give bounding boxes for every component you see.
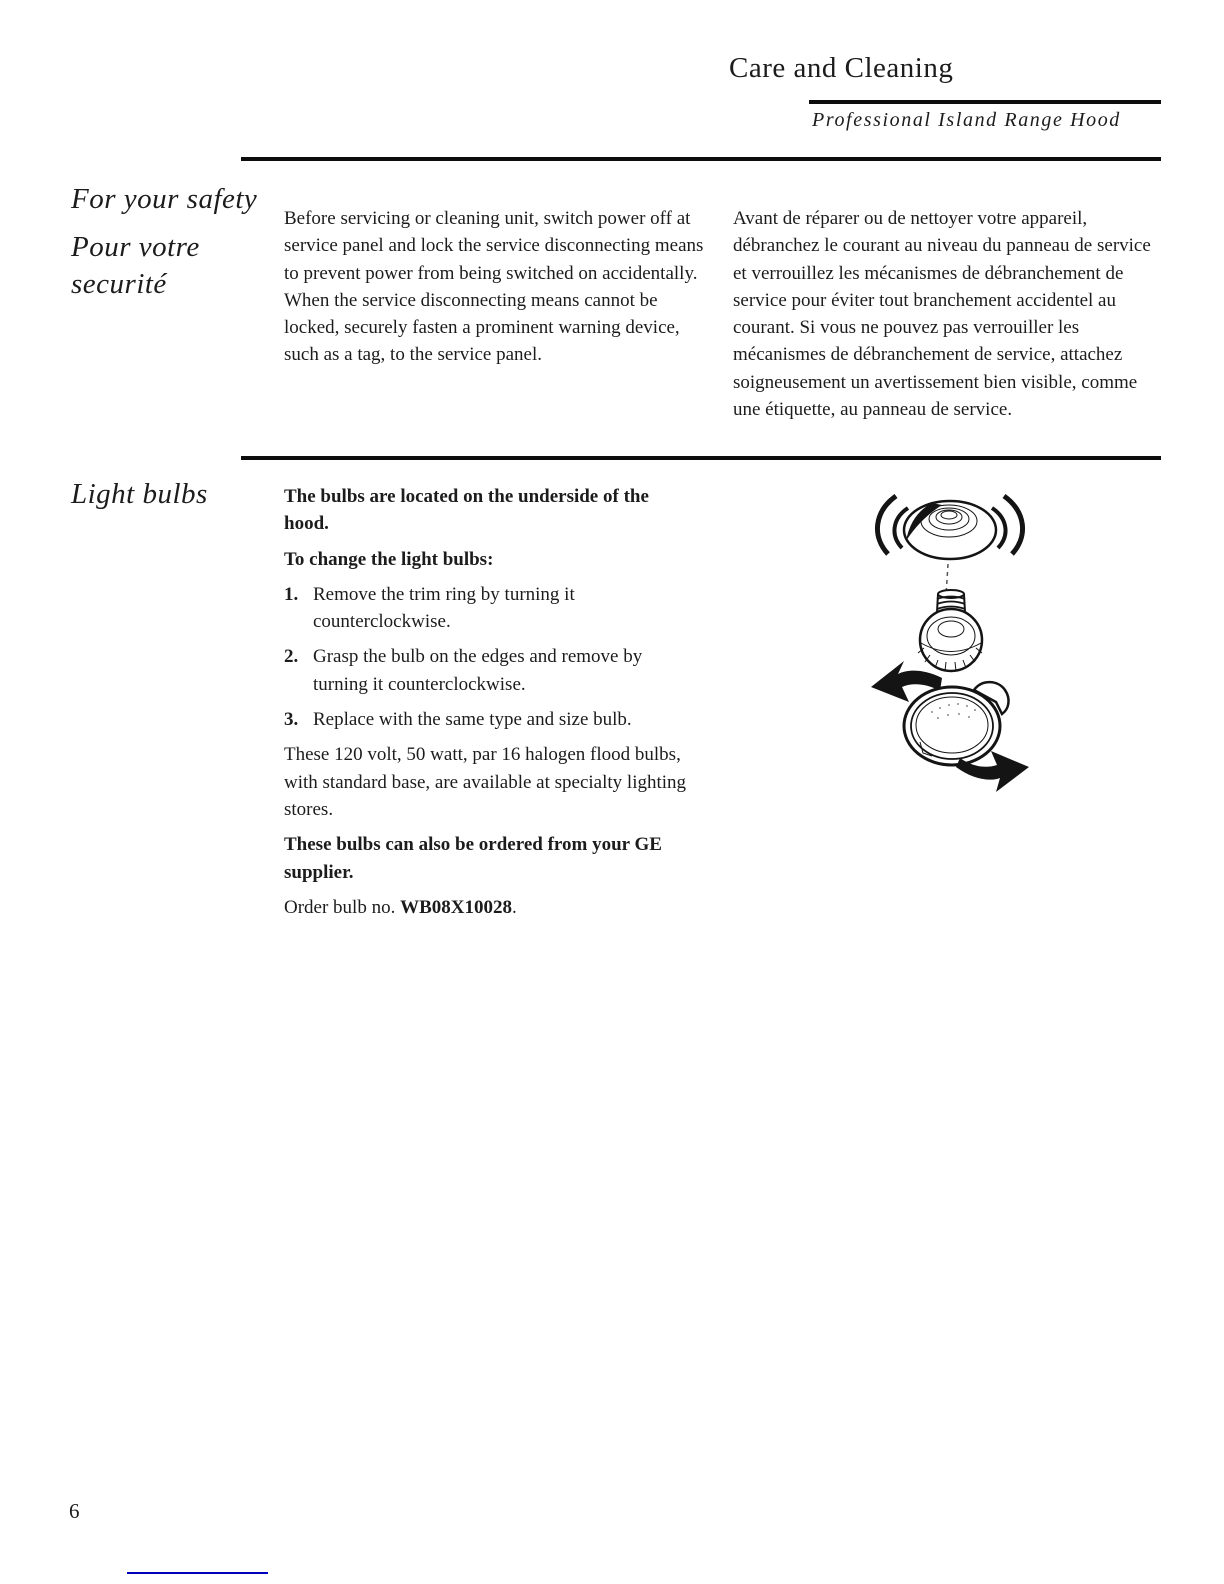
page-number: 6 xyxy=(69,1499,80,1523)
title-rule xyxy=(809,100,1161,104)
halogen-bulb-illustration xyxy=(918,590,982,671)
safety-heading-french xyxy=(71,229,200,303)
product-subtitle: Professional Island Range Hood xyxy=(812,109,1121,131)
safety-heading-french-line2: securité xyxy=(71,268,167,300)
bulbs-location-text: The bulbs are located on the underside of the hood. xyxy=(284,486,649,535)
step-number: 3. xyxy=(284,709,299,731)
order-number-value: WB08X10028 xyxy=(400,896,512,918)
safety-paragraph-french: Avant de réparer ou de nettoyer votre appareil, débranchez le courant au niveau du panneau de service et verrouillez les mécanismes de débranchement de service pour éviter tout branchement accidentel au courant. Si vous ne pouvez pas verrouiller les mécanismes de débranchement de service, attachez soigneusement un avertissement bien visible, comme une étiquette, au panneau de service. xyxy=(733,208,1151,421)
light-bulbs-heading: Light bulbs xyxy=(71,478,208,510)
ge-supplier-text: These bulbs can also be ordered from your GE supplier. xyxy=(284,834,662,883)
safety-heading-english: For your safety xyxy=(71,183,258,215)
step-number: 2. xyxy=(284,646,299,668)
section-divider-middle xyxy=(241,456,1161,460)
step-text: Grasp the bulb on the edges and remove by turning it counterclockwise. xyxy=(313,646,643,695)
order-number-suffix: . xyxy=(512,896,517,918)
step-text: Remove the trim ring by turning it counterclockwise. xyxy=(313,583,575,633)
safety-heading-french-line1: Pour votre xyxy=(71,231,200,263)
list-item xyxy=(284,643,698,698)
page-title: Care and Cleaning xyxy=(729,52,954,84)
step-number: 1. xyxy=(284,583,299,605)
order-number-prefix: Order bulb no. xyxy=(284,896,401,918)
trim-ring-illustration xyxy=(871,661,1029,792)
hood-socket-illustration xyxy=(877,496,1022,559)
step-text: Replace with the same type and size bulb. xyxy=(313,709,632,731)
bulb-availability-text: These 120 volt, 50 watt, par 16 halogen flood bulbs, with standard base, are available at specialty lighting stores. xyxy=(284,744,687,820)
change-bulbs-subheading: To change the light bulbs: xyxy=(284,548,494,570)
list-item xyxy=(284,581,698,636)
list-item xyxy=(284,706,698,733)
section-divider-top xyxy=(241,157,1161,161)
bulb-replacement-illustration xyxy=(868,490,1032,800)
light-bulbs-content xyxy=(284,483,698,929)
footer-link-underline[interactable] xyxy=(127,1572,268,1574)
safety-paragraph-english: Before servicing or cleaning unit, switch power off at service panel and lock the service disconnecting means to prevent power from being switched on accidentally. When the service disconnecting means cannot be locked, securely fasten a prominent warning device, such as a tag, to the service panel. xyxy=(284,208,704,366)
order-number-line xyxy=(284,894,698,921)
